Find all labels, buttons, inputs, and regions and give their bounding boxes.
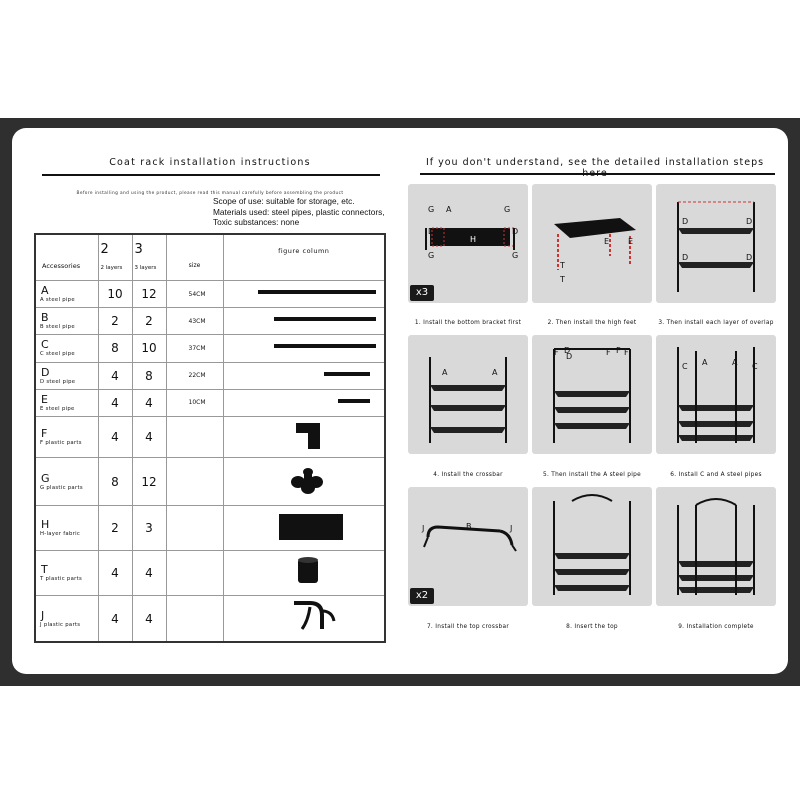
step-part-label: D [564, 346, 571, 355]
header-3-label: 3 layers [134, 265, 157, 272]
parts-title: Coat rack installation instructions [109, 157, 311, 168]
step-part-label: D [746, 253, 753, 262]
part-row [35, 308, 385, 335]
hook-figure [223, 596, 385, 642]
table-header-row [35, 234, 385, 280]
step-part-label: A [492, 368, 498, 377]
step-8-illustration [532, 487, 652, 606]
step-6-caption: 6. Install C and A steel pipes [670, 472, 762, 478]
part-row [35, 335, 385, 362]
part-name: E steel pipe [40, 405, 75, 412]
header-figure: figure column [223, 234, 385, 280]
step-5-caption: 5. Then install the A steel pipe [542, 472, 642, 478]
step-part-label: A [442, 368, 448, 377]
step-multiplier-badge: x3 [410, 285, 434, 301]
header-2-layers [98, 234, 132, 280]
step-part-label: J [510, 524, 513, 533]
part-label-cell [35, 308, 98, 335]
part-letter: G [41, 471, 50, 485]
qty-2-layers: 4 [98, 389, 132, 416]
part-size [166, 551, 223, 596]
qty-3-layers: 4 [132, 551, 166, 596]
qty-2-layers: 4 [98, 416, 132, 457]
part-row [35, 389, 385, 416]
step-part-label: C [682, 362, 688, 371]
header-size: size [166, 234, 223, 280]
foot-cap-figure [223, 551, 385, 596]
part-row [35, 596, 385, 642]
part-size: 37CM [166, 335, 223, 362]
step-part-label: F [554, 348, 559, 357]
part-letter: J [41, 608, 45, 622]
qty-2-layers: 4 [98, 551, 132, 596]
part-name: F plastic parts [40, 440, 82, 447]
step-part-label: D [682, 217, 689, 226]
step-7-caption: 7. Install the top crossbar [426, 624, 510, 630]
part-letter: E [41, 392, 48, 406]
step-part-label: G [504, 205, 511, 214]
step-part-label: E [604, 237, 610, 246]
step-part-label: A [702, 358, 708, 367]
part-name: A steel pipe [40, 297, 75, 303]
qty-3-layers: 3 [132, 505, 166, 550]
part-label-cell [35, 416, 98, 457]
part-size: 22CM [166, 362, 223, 389]
part-size [166, 416, 223, 457]
step-3-caption: 3. Then install each layer of overlap [658, 320, 774, 326]
step-part-label: C [752, 362, 758, 371]
title-divider [42, 174, 380, 176]
step-part-label: D [512, 227, 519, 236]
step-part-label: F [606, 348, 611, 357]
qty-3-layers: 8 [132, 362, 166, 389]
parts-table [34, 233, 386, 643]
qty-3-layers: 10 [132, 335, 166, 362]
header-3-num: 3 [134, 242, 143, 258]
header-3-layers [132, 234, 166, 280]
qty-2-layers: 10 [98, 280, 132, 307]
multi-way-connector-figure [223, 458, 385, 505]
product-info [213, 196, 385, 228]
part-size: 10CM [166, 389, 223, 416]
part-size [166, 596, 223, 642]
scope-line: Scope of use: suitable for storage, etc. [213, 196, 355, 206]
steps-title: If you don't understand, see the detailed installation steps [425, 157, 765, 168]
step-part-label: F [616, 346, 621, 355]
step-1-caption: 1. Install the bottom bracket first [414, 320, 522, 326]
header-2-num: 2 [100, 242, 109, 258]
part-size: 43CM [166, 308, 223, 335]
part-label-cell [35, 389, 98, 416]
part-name: J plastic parts [40, 621, 81, 628]
part-letter: D [41, 365, 50, 379]
part-name: C steel pipe [40, 351, 75, 358]
qty-3-layers: 4 [132, 389, 166, 416]
qty-2-layers: 2 [98, 308, 132, 335]
part-row [35, 505, 385, 550]
part-label-cell [35, 362, 98, 389]
step-part-label: G [512, 251, 519, 260]
part-name: B steel pipe [40, 324, 75, 331]
part-label-cell [35, 280, 98, 307]
step-part-label: D [428, 227, 435, 236]
qty-3-layers: 2 [132, 308, 166, 335]
pipe-figure [223, 335, 385, 362]
part-name: T plastic parts [40, 576, 83, 583]
pipe-figure [223, 308, 385, 335]
part-label-cell [35, 505, 98, 550]
part-letter: T [41, 563, 48, 577]
step-part-label: A [732, 358, 738, 367]
part-row [35, 280, 385, 307]
header-2-label: 2 layers [100, 265, 123, 272]
part-label-cell [35, 335, 98, 362]
step-part-label: G [428, 251, 435, 260]
toxic-line: Toxic substances: none [213, 217, 300, 227]
header-accessories: Accessories [35, 234, 98, 280]
step-9-illustration [656, 487, 776, 606]
step-part-label: T [560, 261, 565, 270]
fabric-panel-figure [223, 505, 385, 550]
qty-3-layers: 4 [132, 596, 166, 642]
step-4-illustration [408, 335, 528, 454]
part-size [166, 505, 223, 550]
part-row [35, 458, 385, 505]
qty-2-layers: 4 [98, 596, 132, 642]
step-part-label: H [470, 235, 477, 244]
step-9-caption: 9. Installation complete [678, 624, 754, 630]
short-pipe-figure [223, 362, 385, 389]
step-7-illustration [408, 487, 528, 606]
qty-2-layers: 2 [98, 505, 132, 550]
qty-3-layers: 12 [132, 458, 166, 505]
qty-2-layers: 8 [98, 335, 132, 362]
step-2-illustration [532, 184, 652, 303]
long-pipe-figure [223, 280, 385, 307]
part-letter: B [41, 311, 49, 325]
step-8-caption: 8. Insert the top [566, 624, 618, 630]
step-5-illustration [532, 335, 652, 454]
step-2-caption: 2. Then install the high feet [547, 320, 637, 326]
tiny-pipe-figure [223, 389, 385, 416]
part-letter: H [41, 517, 50, 531]
step-part-label: D [682, 253, 689, 262]
step-part-label: G [428, 205, 435, 214]
step-part-label: D [746, 217, 753, 226]
steps-title-divider [420, 173, 775, 175]
part-label-cell [35, 596, 98, 642]
part-row [35, 551, 385, 596]
part-row [35, 416, 385, 457]
step-part-label: A [446, 205, 452, 214]
step-part-label: J [422, 524, 425, 533]
part-name: D steel pipe [40, 378, 76, 385]
step-part-label: D [566, 352, 573, 361]
qty-3-layers: 4 [132, 416, 166, 457]
part-letter: A [41, 284, 49, 297]
step-part-label: T [560, 275, 565, 284]
part-letter: C [41, 338, 49, 352]
step-3-illustration [656, 184, 776, 303]
elbow-connector-figure [223, 416, 385, 457]
qty-2-layers: 4 [98, 362, 132, 389]
qty-3-layers: 12 [132, 280, 166, 307]
step-1-illustration [408, 184, 528, 303]
part-name: H-layer fabric [40, 530, 81, 537]
part-label-cell [35, 551, 98, 596]
part-size: 54CM [166, 280, 223, 307]
part-row [35, 362, 385, 389]
part-label-cell [35, 458, 98, 505]
step-multiplier-badge: x2 [410, 588, 434, 604]
step-4-caption: 4. Install the crossbar [433, 472, 503, 478]
part-name: G plastic parts [40, 484, 83, 491]
step-part-label: F [624, 348, 629, 357]
materials-line: Materials used: steel pipes, plastic connectors, [213, 206, 385, 217]
step-part-label: E [628, 237, 634, 246]
part-letter: F [41, 427, 48, 441]
warning-note: Before installing and using the product, please read this manual carefully before assembling the product [76, 191, 344, 196]
qty-2-layers: 8 [98, 458, 132, 505]
part-size [166, 458, 223, 505]
step-part-label: B [466, 522, 472, 531]
step-6-illustration [656, 335, 776, 454]
